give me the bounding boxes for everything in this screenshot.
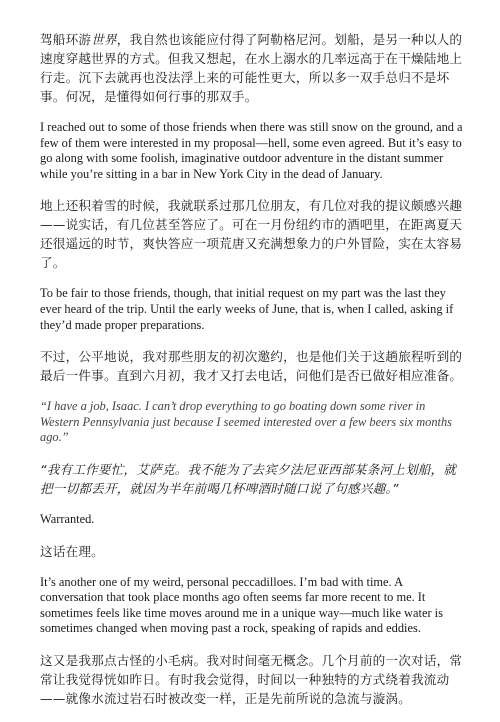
paragraph-en-3: Warranted. [40, 511, 95, 526]
quote-en: “I have a job, Isaac. I can’t drop everything to go boating down some river in Western Pennsylvania just because I seemed interested over a few beers six months ago.” [40, 399, 453, 445]
text-run: ，我自然也该能应付得了阿勒格尼河。划船，是另一种以人的速度穿越世界的方式。但我又想起，在水上溺水的几率远高于在干燥陆地上行走。沉下去就再也没法浮上来的可能性更大，所以多一双手总归不是坏事。何况，是懂得如何行事的那双手。 [40, 32, 463, 104]
paragraph-zh-2: 地上还积着雪的时候，我就联系过那几位朋友，有几位对我的提议颇感兴趣——说实话，有几位甚至答应了。可在一月份纽约市的酒吧里，在距离夏天还很遥远的时节，爽快答应一项荒唐又充满想象力的户外冒险，实在太容易了。 [40, 198, 463, 271]
paragraph-en-4: It’s another one of my weird, personal peccadilloes. I’m bad with time. A conversation that took place months ago often seems far more recent to me. It sometimes feels like time moves around me in a unique way—much like water is sometimes changed when moving past a rock, speaking of rapids and eddies. [40, 574, 443, 636]
paragraph-zh-4: 这话在理。 [40, 543, 104, 559]
paragraph-zh-5: 这又是我那点古怪的小毛病。我对时间毫无概念。几个月前的一次对话，常常让我觉得恍如昨日。有时我会觉得，时间以一种独特的方式绕着我流动——就像水流过岩石时被改变一样，正是先前所说的急流与漩涡。 [40, 652, 463, 706]
paragraph-zh-1 [40, 30, 465, 106]
quote-zh: “我有工作要忙，艾萨克。我不能为了去宾夕法尼亚西部某条河上划船，就把一切都丢开，就因为半年前喝几杯啤酒时随口说了句感兴趣。” [40, 461, 457, 496]
paragraph-en-2: To be fair to those friends, though, that initial request on my part was the last they ever heard of the trip. Until the early weeks of June, that is, when I called, asking if they’d made proper preparations. [40, 286, 454, 332]
emphasis-text: 世界 [91, 32, 117, 47]
document-page [40, 30, 465, 722]
text-run: 驾船环游 [40, 32, 92, 47]
paragraph-en-1: I reached out to some of those friends when there was still snow on the ground, and a few of them were interested in my proposal—hell, some even agreed. But it’s easy to go along with some foolish, imaginative outdoor adventure in the distant summer while you’re sitting in a bar in New York City in the dead of January. [40, 120, 463, 181]
paragraph-zh-3: 不过，公平地说，我对那些朋友的初次邀约，也是他们关于这趟旅程听到的最后一件事。直到六月初，我才又打去电话，问他们是否已做好相应准备。 [40, 349, 463, 384]
